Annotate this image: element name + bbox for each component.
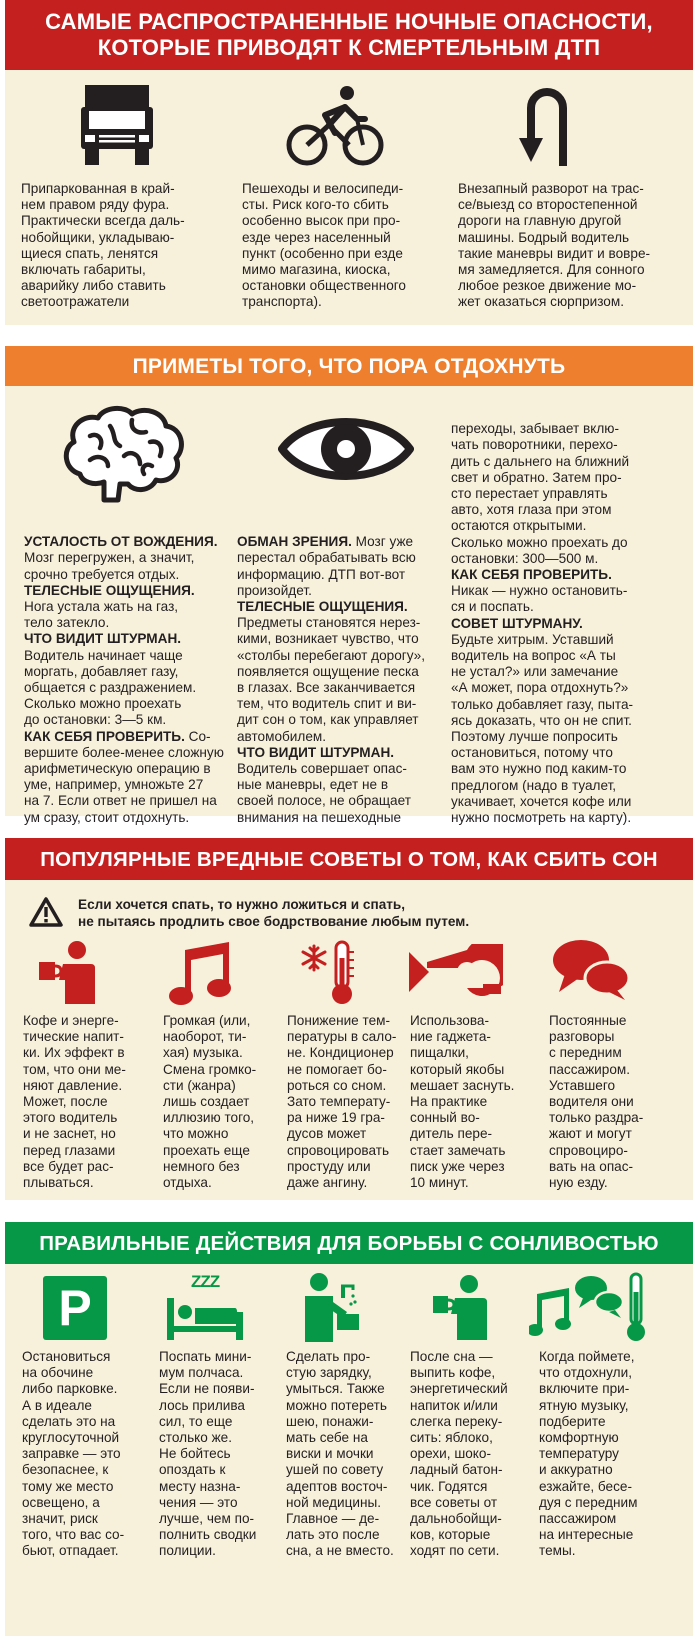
text-vision-illusion-start: Мозг уже [351,534,414,550]
harmful-text-4: Использова- ние гаджета- пищалки, который якобы мешает заснуть. На практике сонный во- дитель пере- стает замечать писк уже через 10 минут. [410,1013,515,1191]
section-rest-signs [5,346,693,826]
sleep-zzz-letters: ZZZ [191,1272,220,1291]
signs-column-1 [24,518,224,826]
thermometer-snowflake-icon [298,940,358,1006]
harmful-text-2: Громкая (или, наоборот, ти- хая) музыка. Смена громко- сти (жанра) лишь создает иллюзию того, что можно проехать еще немного без отдыха. [163,1013,257,1191]
person-with-coffee-icon [35,940,101,1004]
eye-icon [278,409,414,489]
text-crossings: переходы, забывает вклю- чать поворотники, перехо- дить с дальнего на ближний свет и обратно. Затем про- сто перестает управлять авто, хотя глаза при этом остаются открытыми. Сколько можно проехать до остановки: 300—500 м. [451,421,630,566]
text-navigator-sees: Водитель начинает чаще моргать, добавляет газу, общается с раздражением. Сколько можно проехать до остановки: 3—5 км. [24,647,197,728]
music-chat-thermometer-icon [529,1272,651,1344]
harmful-text-5: Постоянные разговоры с передним пассажиром. Уставшего водителя они только раздра- жают и могут спровоциро- вать на опас- ную езду. [549,1013,644,1191]
signs-column-2 [237,518,425,826]
text-driving-fatigue: Мозг перегружен, а значит, срочно требуется отдых. [24,550,195,582]
text-navigator-advice: Будьте хитрым. Уставший водитель на вопрос «А ты не устал?» или замечание «А может, пора отдохнуть?» только добавляет газу, пыта- ясь доказать, что он не спит. Поэтому лучше попросить остановиться, потому что вам это нужно под каким-то предлогом (надо в туалет, укачивает, хочется кофе или нужно посмотреть на карту). [451,631,634,826]
danger-text-2: Пешеходы и велосипеди- сты. Риск кого-то сбить особенно высок при про- езде через населенный пункт (особенно при езде мимо магазина, киоска, остановки общественного транспорта). [242,181,406,310]
heading-body-feelings-2: ТЕЛЕСНЫЕ ОЩУЩЕНИЯ. [237,599,408,615]
u-turn-arrow-icon [519,84,573,166]
harmful-text-3: Понижение тем- пературы в сало- не. Кондиционер не помогает бо- роться со сном. Зато температу- ра ниже 19 гра- дусов может спровоцировать простуду или даже ангину. [287,1013,397,1191]
text-navigator-sees-2: Водитель совершает опас- ные маневры, едет не в своей полосе, не обращает внимания на пешеходные [237,761,411,825]
music-note-icon [169,940,231,1006]
cyclist-icon [285,85,385,167]
title-line-1: САМЫЕ РАСПРОСТРАНЕННЫЕ НОЧНЫЕ ОПАСНОСТИ, [45,9,653,34]
danger-text-3: Внезапный разворот на трас- се/выезд со второстепенной дороги на главную другой машины. Бодрый водитель такие маневры видит и вовре- мя замедляется. Для сонного любое резкое движение мо- жет оказаться сюрпризом. [458,181,651,310]
heading-driving-fatigue: УСТАЛОСТЬ ОТ ВОЖДЕНИЯ. [24,534,218,550]
parking-sign-icon [43,1276,107,1340]
person-with-coffee-icon [431,1274,491,1340]
heading-check-yourself: КАК СЕБЯ ПРОВЕРИТЬ. [24,728,185,744]
heading-navigator-advice: СОВЕТ ШТУРМАНУ. [451,615,583,631]
action-text-1: Остановиться на обочине либо парковке. А в идеале сделать это на круглосуточной заправке — это безопаснее, к тому же место освещено, а значит, риск того, что вас со- бьют, отпадает. [22,1349,125,1559]
section-harmful-advice [5,838,693,1200]
text-body-feelings: Нога устала жать на газ, тело затекло. [24,599,179,631]
action-text-5: Когда поймете, что отдохнули, включите при- ятную музыку, подберите комфортную температуру и аккуратно езжайте, бесе- дуя с передним пассажиром на интересные темы. [539,1349,638,1559]
heading-check-yourself-2: КАК СЕБЯ ПРОВЕРИТЬ. [451,567,612,583]
heading-vision-illusion: ОБМАН ЗРЕНИЯ. [237,534,352,550]
heading-navigator-sees: ЧТО ВИДИТ ШТУРМАН. [24,631,182,647]
section-title [5,0,693,70]
action-text-3: Сделать про- стую зарядку, умыться. Также можно потереть шею, понажи- мать себе на виски и мочки ушей по совету адептов восточ- ной медицины. Главное — де- лать это после сна, а не вместо. [286,1349,394,1559]
sleeping-in-bed-icon [165,1272,245,1342]
text-check-yourself-start: Со- [184,728,211,744]
signs-column-3 [451,405,633,826]
text-check-yourself: вершите более-менее сложную арифметическую операцию в уме, например, умножьте 27 на 7. Если ответ не пришел на ум сразу, стоит отдохнуть. [24,744,224,825]
section-title: ПРАВИЛЬНЫЕ ДЕЙСТВИЯ ДЛЯ БОРЬБЫ С СОНЛИВОСТЬЮ [5,1222,693,1264]
horn-icon [407,944,503,1000]
heading-navigator-sees-2: ЧТО ВИДИТ ШТУРМАН. [237,744,395,760]
section-night-dangers [5,0,693,325]
section-title: ПОПУЛЯРНЫЕ ВРЕДНЫЕ СОВЕТЫ О ТОМ, КАК СБИТЬ СОН [5,838,693,880]
text-body-feelings-2: Предметы становятся нерез- кими, возникает чувство, что «столбы перебегают дорогу», появляется ощущение песка в глазах. Все заканчивается тем, что водитель спит и ви- дит сон о том, как управляет автомобилем. [237,615,426,744]
person-washing-icon [297,1272,361,1342]
section-correct-actions [5,1222,693,1636]
section-title: ПРИМЕТЫ ТОГО, ЧТО ПОРА ОТДОХНУТЬ [5,346,693,386]
warning-text: Если хочется спать, то нужно ложиться и спать, не пытаясь продлить свое бодрствование любым путем. [78,897,470,929]
action-text-4: После сна — выпить кофе, энергетический напиток и/или слегка переку- сить: яблоко, орехи, шоко- ладный батон- чик. Годятся все советы от дальнобойщи- ков, которые ходят по сети. [410,1349,508,1559]
speech-bubbles-icon [551,938,631,1002]
warning-icon [29,897,63,927]
truck-icon [81,85,153,165]
heading-body-feelings: ТЕЛЕСНЫЕ ОЩУЩЕНИЯ. [24,582,195,598]
brain-icon [60,404,188,504]
text-vision-illusion: перестал обрабатывать всю информацию. ДТП вот-вот произойдет. [237,550,416,598]
action-text-2: Поспать мини- мум полчаса. Если не появи- лось прилива сил, то еще столько же. Не бойтесь опоздать к месту назна- чения — это лучше, чем по- полнить сводки полиции. [159,1349,257,1559]
title-line-2: КОТОРЫЕ ПРИВОДЯТ К СМЕРТЕЛЬНЫМ ДТП [97,35,601,60]
text-check-yourself-2: Никак — нужно остановить- ся и поспать. [451,583,628,615]
harmful-text-1: Кофе и энерге- тические напит- ки. Их эффект в том, что они ме- няют давление. Может, после этого водитель и не заснет, но перед глазами все будет рас- плываться. [23,1013,126,1191]
parking-sign-letter: P [58,1280,92,1336]
danger-text-1: Припаркованная в край- нем правом ряду фура. Практически всегда даль- нобойщики, укладываю- щиеся спать, ленятся включать габариты, аварийку либо ставить светоотражатели [21,181,185,310]
